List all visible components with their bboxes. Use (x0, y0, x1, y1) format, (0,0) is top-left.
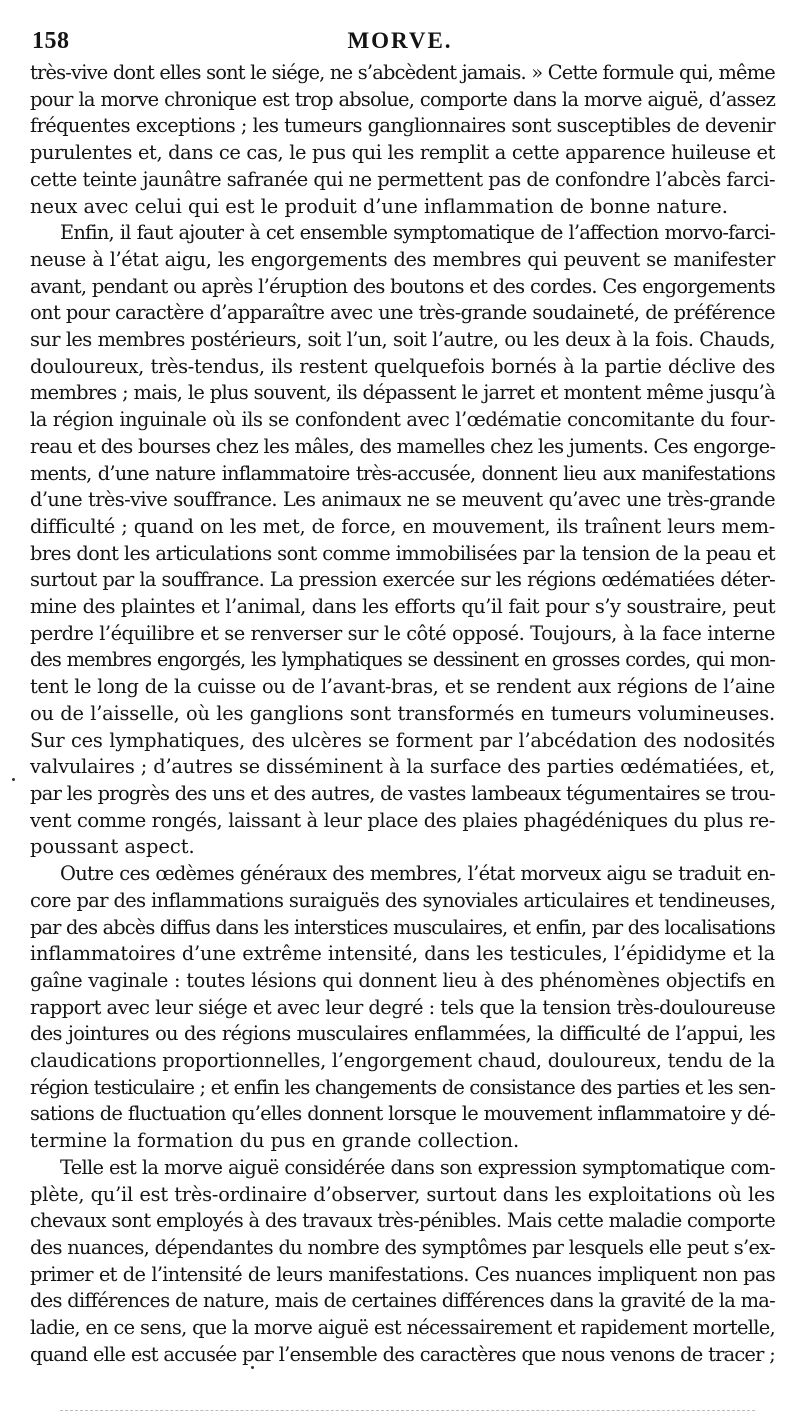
text-line: Sur ces lymphatiques, des ulcères se forment par l’abcédation des nodosités (30, 728, 775, 752)
text-line: Enfin, il faut ajouter à cet ensemble symptomatique de l’affection morvo-farci- (60, 221, 775, 245)
text-line: tent le long de la cuisse ou de l’avant-bras, et se rendent aux régions de l’aine (30, 675, 775, 699)
text-line: difficulté ; quand on les met, de force, en mouvement, ils traînent leurs mem- (30, 514, 775, 538)
page-number: 158 (32, 28, 70, 54)
text-line: gaîne vaginale : toutes lésions qui donnent lieu à des phénomènes objectifs en (30, 968, 775, 992)
running-title: MORVE. (347, 28, 453, 53)
text-line: bres dont les articulations sont comme immobilisées par la tension de la peau et (30, 541, 775, 565)
page-bottom-edge (60, 1410, 755, 1413)
text-line: sations de fluctuation qu’elles donnent lorsque le mouvement inflammatoire y dé- (30, 1102, 775, 1126)
text-line: cette teinte jaunâtre safranée qui ne permettent pas de confondre l’abcès farci- (30, 167, 776, 191)
print-speck (12, 778, 15, 781)
text-line: neux avec celui qui est le produit d’une inflammation de bonne nature. (30, 194, 728, 218)
text-line: purulentes et, dans ce cas, le pus qui les remplit a cette apparence huileuse et (30, 141, 775, 165)
text-line: pour la morve chronique est trop absolue, comporte dans la morve aiguë, d’assez (30, 87, 775, 111)
text-line: Telle est la morve aiguë considérée dans son expression symptomatique com- (60, 1155, 775, 1179)
text-line: rapport avec leur siége et avec leur degré : tels que la tension très-douloureuse (30, 995, 776, 1019)
text-line: claudications proportionnelles, l’engorgement chaud, douloureux, tendu de la (30, 1049, 775, 1073)
text-line: core par des inflammations suraiguës des synoviales articulaires et tendineuses, (30, 888, 776, 912)
paragraph-3 (30, 861, 775, 1155)
text-line: ments, d’une nature inflammatoire très-accusée, donnent lieu aux manifestations (30, 461, 775, 485)
text-line: la région inguinale où ils se confondent avec l’œdématie concomitante du four- (30, 408, 775, 432)
text-line: fréquentes exceptions ; les tumeurs ganglionnaires sont susceptibles de devenir (30, 114, 775, 138)
text-line: poussant aspect. (30, 835, 195, 859)
paragraph-1 (30, 60, 775, 220)
text-line: vent comme rongés, laissant à leur place des plaies phagédéniques du plus re- (30, 808, 775, 832)
text-line: membres ; mais, le plus souvent, ils dépassent le jarret et montent même jusqu’à (30, 381, 775, 405)
text-line: douloureux, très-tendus, ils restent quelquefois bornés à la partie déclive des (30, 354, 775, 378)
text-line: reau et des bourses chez les mâles, des mamelles chez les juments. Ces engorge- (30, 434, 776, 458)
text-line: par des abcès diffus dans les interstices musculaires, et enfin, par des localisations (30, 915, 775, 939)
text-line: des nuances, dépendantes du nombre des symptômes par lesquels elle peut s’ex- (30, 1235, 775, 1259)
text-line: sur les membres postérieurs, soit l’un, soit l’autre, ou les deux à la fois. Chauds, (30, 328, 775, 352)
text-line: chevaux sont employés à des travaux très-pénibles. Mais cette maladie comporte (30, 1209, 775, 1233)
text-line: neuse à l’état aigu, les engorgements des membres qui peuvent se manifester (30, 247, 775, 271)
paragraph-2 (30, 220, 775, 861)
text-line: région testiculaire ; et enfin les changements de consistance des parties et les sen- (30, 1075, 775, 1099)
print-speck (251, 1366, 254, 1369)
body-text (30, 60, 775, 1368)
text-line: des différences de nature, mais de certaines différences dans la gravité de la ma- (30, 1289, 775, 1313)
text-line: très-vive dont elles sont le siége, ne s’abcèdent jamais. » Cette formule qui, même (30, 61, 775, 84)
text-line: surtout par la souffrance. La pression exercée sur les régions œdématiées déter- (30, 568, 775, 592)
text-line: plète, qu’il est très-ordinaire d’observer, surtout dans les exploitations où les (30, 1182, 775, 1206)
text-line: avant, pendant ou après l’éruption des boutons et des cordes. Ces engorgements (30, 274, 775, 298)
text-line: valvulaires ; d’autres se disséminent à la surface des parties œdématiées, et, (30, 755, 775, 779)
running-head (30, 28, 770, 56)
text-line: d’une très-vive souffrance. Les animaux ne se meuvent qu’avec une très-grande (30, 488, 775, 512)
text-line: Outre ces œdèmes généraux des membres, l’état morveux aigu se traduit en- (60, 862, 775, 886)
text-line: ont pour caractère d’apparaître avec une très-grande soudaineté, de préférence (30, 301, 775, 325)
text-line: ou de l’aisselle, où les ganglions sont transformés en tumeurs volumineuses. (30, 701, 775, 725)
text-line: mine des plaintes et l’animal, dans les efforts qu’il fait pour s’y soustraire, peut (30, 595, 775, 619)
text-line: perdre l’équilibre et se renverser sur le côté opposé. Toujours, à la face interne (30, 621, 775, 645)
text-line: inflammatoires d’une extrême intensité, dans les testicules, l’épididyme et la (30, 942, 775, 966)
text-line: des membres engorgés, les lymphatiques se dessinent en grosses cordes, qui mon- (30, 648, 775, 672)
paragraph-4 (30, 1155, 775, 1369)
text-line: par les progrès des uns et des autres, de vastes lambeaux tégumentaires se trou- (30, 781, 775, 805)
text-line: ladie, en ce sens, que la morve aiguë est nécessairement et rapidement mortelle, (30, 1316, 775, 1340)
text-line: quand elle est accusée par l’ensemble des caractères que nous venons de tracer ; (30, 1342, 775, 1366)
text-line: primer et de l’intensité de leurs manifestations. Ces nuances impliquent non pas (30, 1262, 775, 1286)
text-line: des jointures ou des régions musculaires enflammées, la difficulté de l’appui, les (30, 1022, 775, 1046)
text-line: termine la formation du pus en grande collection. (30, 1129, 520, 1153)
